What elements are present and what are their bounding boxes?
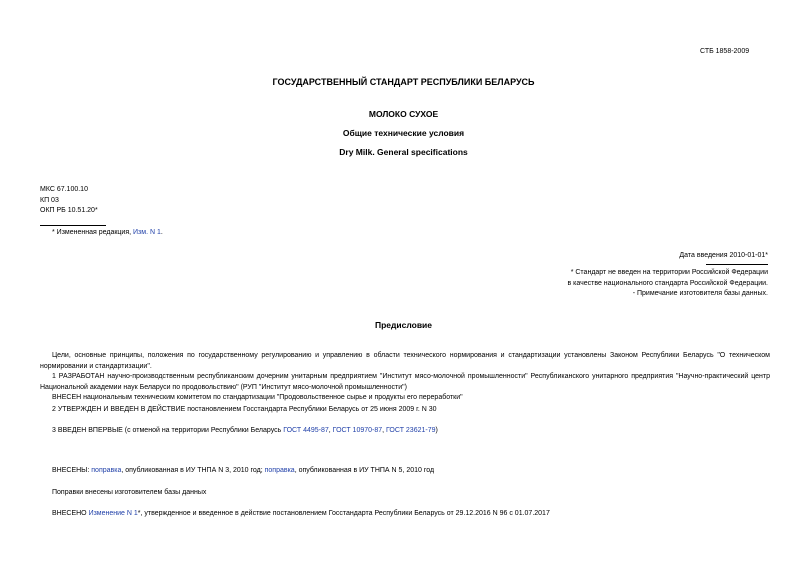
gost-23621-link[interactable]: ГОСТ 23621-79 [386,427,436,434]
p8-a: ВНЕСЕНО [52,510,89,517]
amendment-1-link[interactable]: Изменение N 1 [88,510,138,517]
footnote-end: . [160,229,163,236]
document-code: СТБ 1858-2009 [700,48,750,55]
p6-b: , опубликованная в ИУ ТНПА N 3, 2010 год; [121,467,265,474]
amendment-paragraph [40,509,770,520]
english-title: Dry Milk. General specifications [339,147,468,157]
database-note [567,268,768,300]
corrections-paragraph [40,466,770,477]
classification-codes [40,185,98,217]
note-line-3: - Примечание изготовителя базы данных. [632,290,768,297]
p6-a: ВНЕСЕНЫ: [52,467,92,474]
preface-paragraph-1: Цели, основные принципы, положения по государственному регулированию и управлению в области технического нормирования и стандартизации установлены Законом Республики Беларусь "О техническом нормировании и стандартизации". [40,352,770,370]
subtitle: Общие технические условия [342,128,465,138]
gost-10970-link[interactable]: ГОСТ 10970-87 [332,427,383,434]
correction-link-1[interactable]: поправка [91,467,122,474]
gost-4495-link[interactable]: ГОСТ 4495-87 [283,427,329,434]
correction-link-2[interactable]: поправка [264,467,295,474]
mks-code: МКС 67.100.10 [40,186,88,193]
note-line-1: * Стандарт не введен на территории Российской Федерации [570,269,768,276]
preface-paragraph-4: 2 УТВЕРЖДЕН И ВВЕДЕН В ДЕЙСТВИЕ постановлением Госстандарта Республики Беларусь от 25 июня 2009 г. N 30 [52,406,437,413]
corrections-note: Поправки внесены изготовителем базы данных [52,489,207,496]
footnote-amendment [52,229,163,236]
okp-code: ОКП РБ 10.51.20* [40,207,98,214]
p8-b: *, утвержденное и введенное в действие постановлением Госстандарта Республики Беларусь от 29.12.2016 N 96 с 01.07.2017 [137,510,550,517]
preface-title: Предисловие [374,320,433,330]
amendment-link[interactable]: Изм. N 1 [133,229,161,236]
p5-end: ) [435,427,438,434]
footnote-text: * Измененная редакция, [52,229,134,236]
product-title: МОЛОКО СУХОЕ [368,109,439,119]
preface-paragraph-3: ВНЕСЕН национальным техническим комитетом по стандартизации "Продовольственное сырье и продукты его переработки" [52,394,463,401]
note-divider [706,264,768,265]
preface-paragraph-2: 1 РАЗРАБОТАН научно-производственным республиканским дочерним унитарным предприятием "Институт мясо-молочной промышленности" Республиканского унитарного предприятия "Научно-практический центр Национальной академии наук Беларуси по продовольствию" (РУП "Институт мясо-молочной промышленности") [40,373,770,391]
p5-text: 3 ВВЕДЕН ВПЕРВЫЕ (с отменой на территории Республики Беларусь [52,427,284,434]
p5-sep-2: , [382,427,387,434]
preface-paragraph-5 [40,426,770,437]
p5-sep-1: , [328,427,333,434]
p6-c: , опубликованная в ИУ ТНПА N 5, 2010 год [294,467,435,474]
standard-title: ГОСУДАРСТВЕННЫЙ СТАНДАРТ РЕСПУБЛИКИ БЕЛАРУСЬ [272,77,535,87]
kp-code: КП 03 [40,196,59,204]
footnote-divider [40,225,106,226]
intro-date: Дата введения 2010-01-01* [679,252,768,259]
note-line-2: в качестве национального стандарта Российской Федерации. [567,279,768,287]
